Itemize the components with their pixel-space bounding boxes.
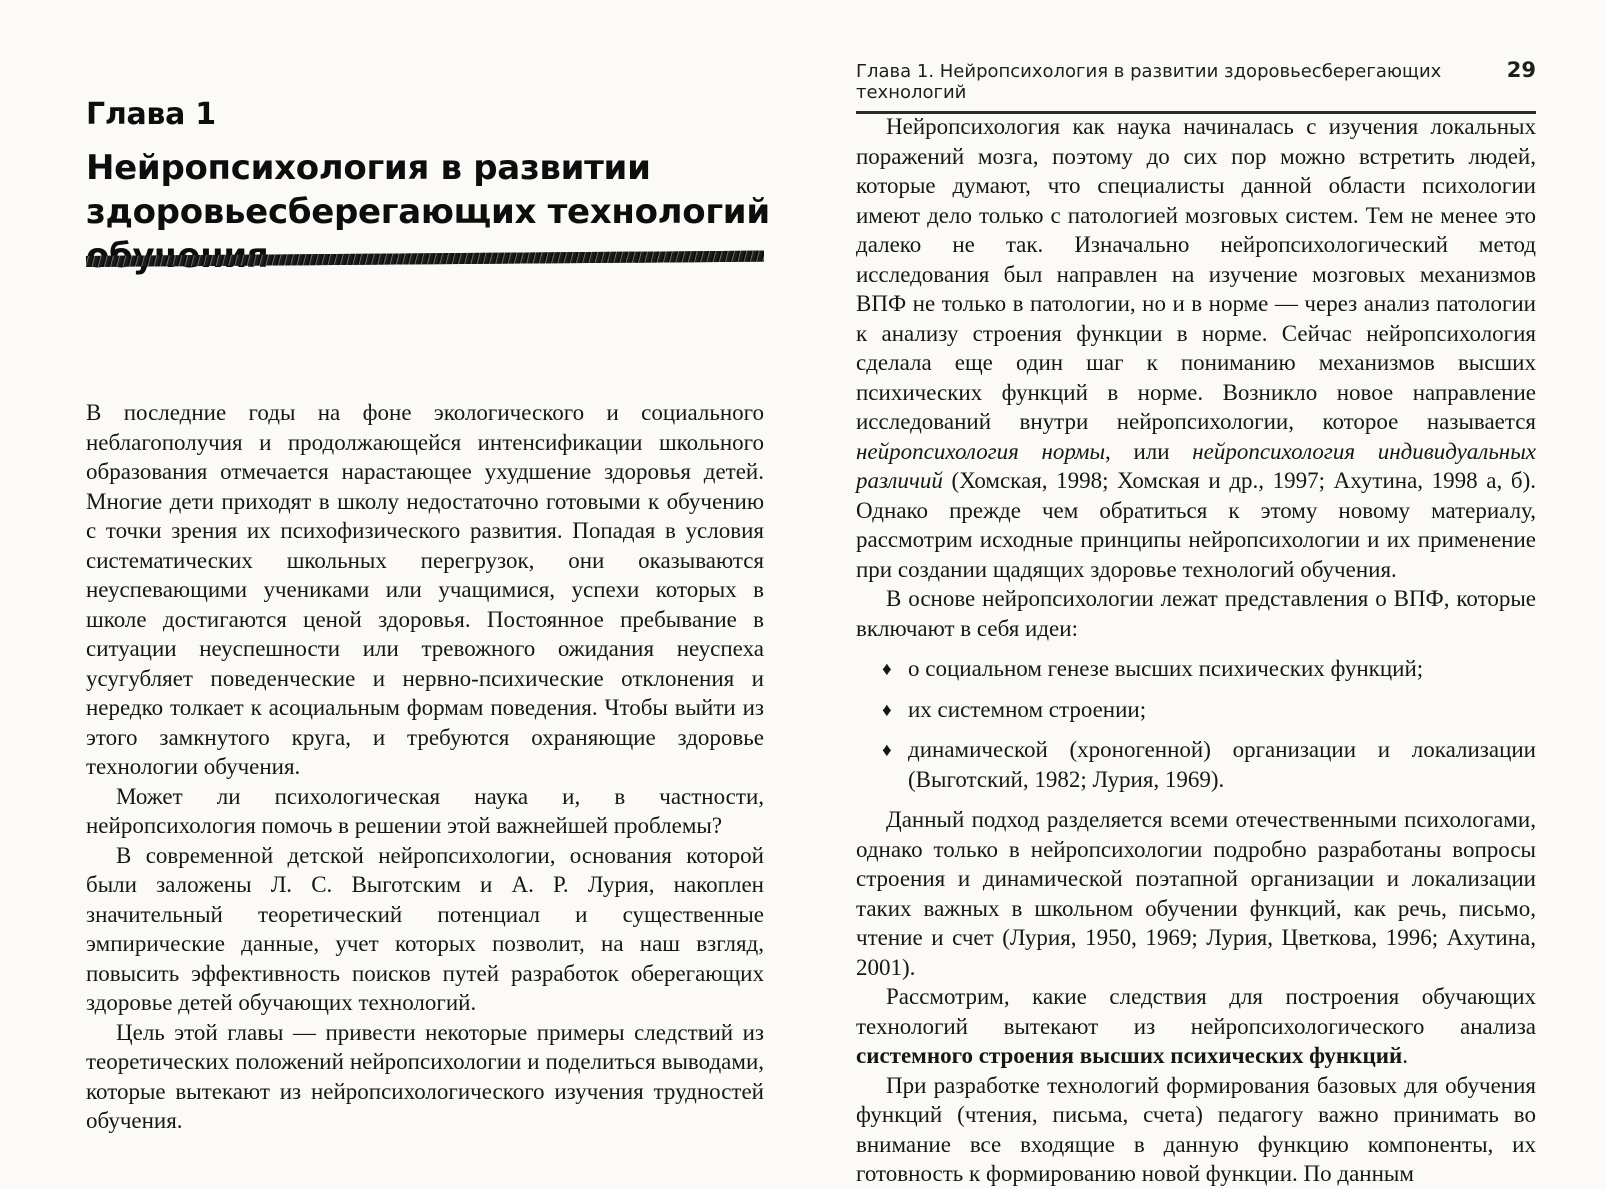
bullet-list xyxy=(856,654,1536,794)
text-run: о социальном генезе высших психических функций; xyxy=(908,656,1424,681)
paragraph xyxy=(856,584,1536,643)
page-number: 29 xyxy=(1506,58,1536,82)
chapter-title-line: здоровьесберегающих технологий xyxy=(86,192,770,232)
text-run: динамической (хроногенной) организации и локализации (Выготский, 1982; Лурия, 1969). xyxy=(908,737,1536,792)
left-page-body xyxy=(86,398,764,1136)
text-run: их системном строении; xyxy=(908,696,1147,722)
text-run: Цель этой главы — привести некоторые примеры следствий из теоретических положений нейропсихологии и поделиться выводами, которые вытекают из нейропсихологического изучения трудностей обучения. xyxy=(86,1019,764,1133)
text-run: В последние годы на фоне экологического и социального неблагополучия и продолжающейся интенсификации школьного образования отмечается нарастающее ухудшение здоровья детей. Многие дети приходят в школу недостаточно готовыми к обучению с точки зрения их психофизического развития. Попадая в условия систематических школьных перегрузок, они оказываются неуспевающими учениками или учащимися, успехи которых в школе достигаются ценой здоровья. Постоянное пребывание в ситуации неуспешности или тревожного ожидания неуспеха усугубляет поведенческие и нервно-психические отклонения и нередко толкает к асоциальным формам поведения. Чтобы выйти из этого замкнутого круга, и требуются охраняющие здоровье технологии обучения. xyxy=(86,400,764,779)
paragraph xyxy=(86,841,764,1018)
running-header xyxy=(856,58,1536,114)
diamond-bullet-icon: ♦ xyxy=(882,659,892,680)
text-run: Нейропсихология как наука начиналась с изучения локальных поражений мозга, поэтому до сих пор можно встретить людей, которые думают, что специалисты данной области психологии имеют дело только с патологией мозговых систем. Тем не менее это далеко не так. Изначально нейропсихологический метод исследования был направлен на изучение мозговых механизмов ВПФ не только в патологии, но и в норме — через анализ патологии к анализу строения функции в норме. Сейчас нейропсихология сделала еще один шаг к пониманию механизмов высших психических функций в норме. Возникло новое направление исследований внутри нейропсихологии, которое называется xyxy=(856,114,1536,434)
paragraph xyxy=(86,782,764,841)
bullet-item xyxy=(856,695,1536,725)
paragraph xyxy=(856,112,1536,584)
text-run: Рассмотрим, какие следствия для построения обучающих технологий вытекают из нейропсихологического анализа xyxy=(856,984,1536,1039)
running-header-title: Глава 1. Нейропсихология в развитии здоровьесберегающих технологий xyxy=(856,61,1442,103)
text-run: (Хомская, 1998; Хомская и др., 1997; Ахутина, 1998 а, б). Однако прежде чем обратиться к этому новому материалу, рассмотрим исходные принципы нейропсихологии и их применение при создании щадящих здоровье технологий обучения. xyxy=(856,468,1536,582)
chapter-label: Глава 1 xyxy=(86,97,216,132)
chapter-title-line: Нейропсихология в развитии xyxy=(86,148,651,188)
paragraph xyxy=(86,398,764,782)
paragraph xyxy=(856,805,1536,982)
italic-text-run: нейропсихология нормы xyxy=(856,438,1106,464)
italic-text-run: нейропсихология индивидуальных различий xyxy=(856,438,1536,493)
right-page-body xyxy=(856,112,1536,1189)
diamond-bullet-icon: ♦ xyxy=(882,740,892,761)
text-run: , или xyxy=(1105,438,1193,464)
bullet-item xyxy=(856,654,1536,684)
text-run: При разработке технологий формирования базовых для обучения функций (чтения, письма, счета) педагогу важно принимать во внимание все входящие в данную функцию компоненты, их готовность к формированию новой функции. По данным xyxy=(856,1072,1536,1186)
paragraph xyxy=(86,1018,764,1136)
paragraph xyxy=(856,982,1536,1071)
text-run: В основе нейропсихологии лежат представления о ВПФ, которые включают в себя идеи: xyxy=(856,586,1536,641)
paragraph xyxy=(856,1071,1536,1189)
text-run: В современной детской нейропсихологии, основания которой были заложены Л. С. Выготским и А. Р. Лурия, накоплен значительный теоретический потенциал и существенные эмпирические данные, учет которых позволит, на наш взгляд, повысить эффективность поисков путей разработок оберегающих здоровье детей обучающих технологий. xyxy=(86,842,764,1015)
diamond-bullet-icon: ♦ xyxy=(882,699,892,721)
bold-text-run: системного строения высших психических функций xyxy=(856,1043,1403,1068)
text-run: Данный подход разделяется всеми отечественными психологами, однако только в нейропсихологии подробно разработаны вопросы строения и динамической поэтапной организации и локализации таких важных в школьном обучении функций, как речь, письмо, чтение и счет (Лурия, 1950, 1969; Лурия, Цветкова, 1996; Ахутина, 2001). xyxy=(856,807,1536,980)
text-run: . xyxy=(1402,1043,1408,1068)
bullet-item xyxy=(856,735,1536,794)
text-run: Может ли психологическая наука и, в частности, нейропсихология помочь в решении этой важнейшей проблемы? xyxy=(86,783,764,838)
